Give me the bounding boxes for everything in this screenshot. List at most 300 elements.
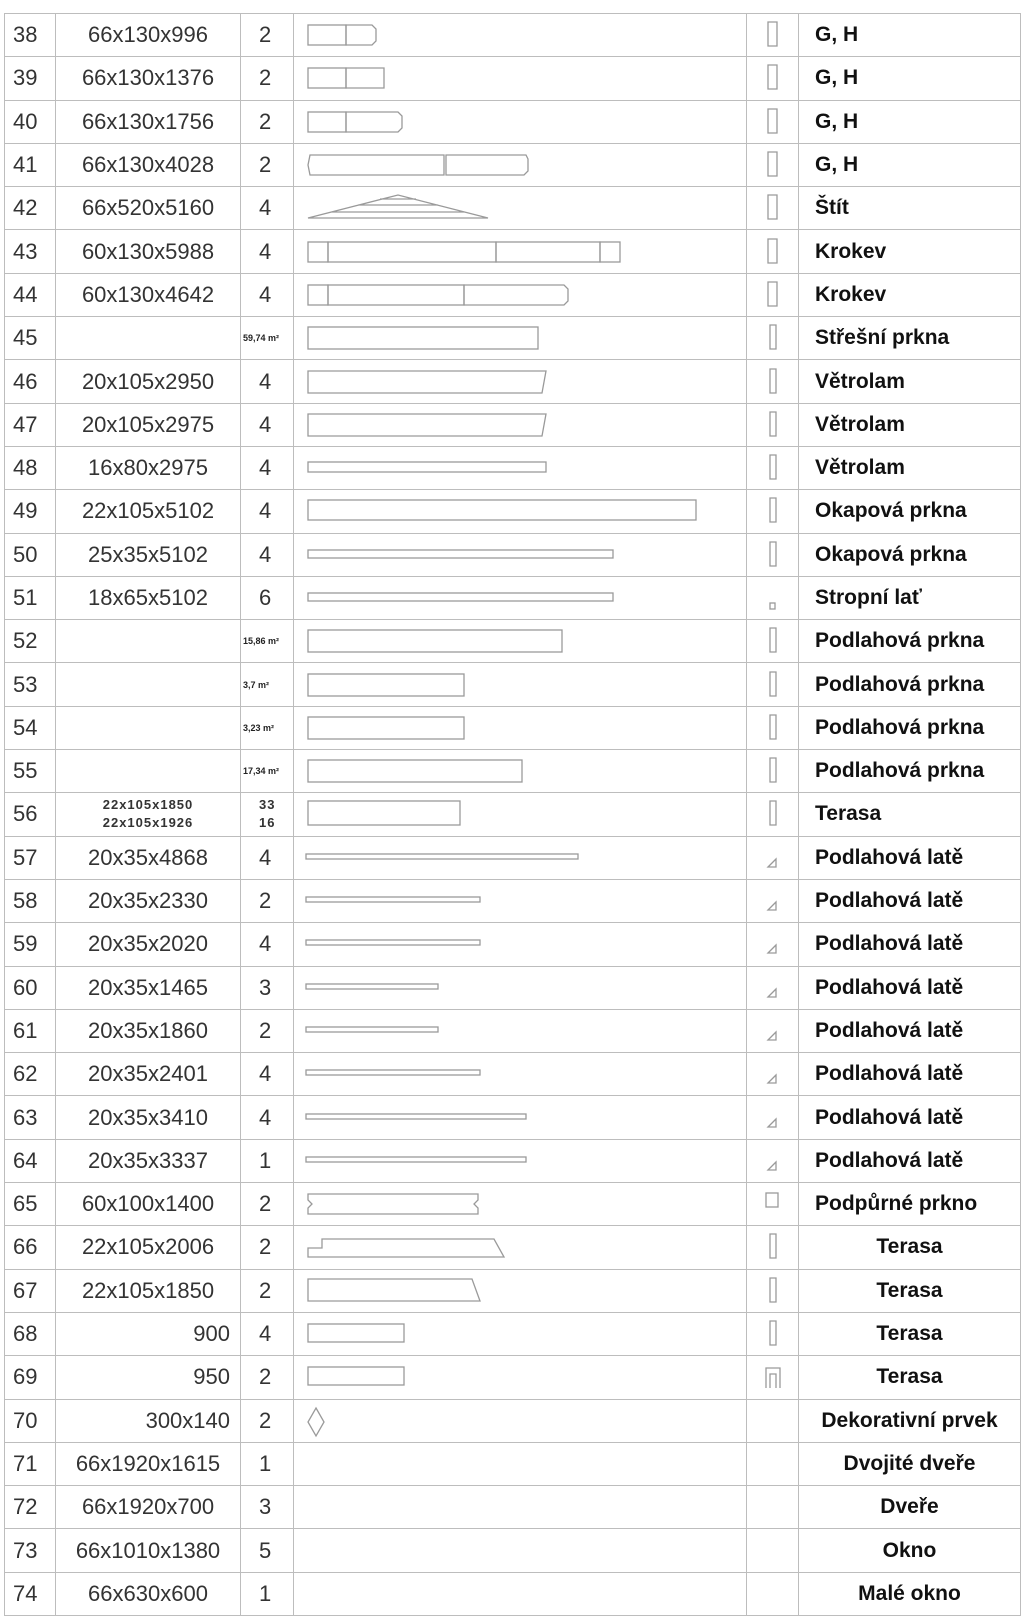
part-name: Dekorativní prvek bbox=[799, 1399, 1021, 1442]
part-number: 57 bbox=[5, 836, 56, 879]
part-number: 61 bbox=[5, 1009, 56, 1052]
part-drawing-svg bbox=[294, 231, 747, 273]
part-drawing-svg bbox=[294, 14, 747, 56]
dimension-cell: 66x1010x1380 bbox=[56, 1529, 241, 1572]
part-drawing bbox=[294, 1572, 747, 1615]
quantity-cell: 2 bbox=[241, 1183, 294, 1226]
dimension-cell: 66x130x1376 bbox=[56, 57, 241, 100]
quantity-cell: 15,86 m² bbox=[241, 620, 294, 663]
cross-section-svg bbox=[759, 967, 787, 1009]
cross-section bbox=[747, 360, 799, 403]
part-number: 53 bbox=[5, 663, 56, 706]
part-name: Podlahová latě bbox=[799, 836, 1021, 879]
part-drawing bbox=[294, 100, 747, 143]
part-drawing-svg bbox=[294, 1270, 747, 1312]
quantity-cell: 2 bbox=[241, 1356, 294, 1399]
cross-section bbox=[747, 663, 799, 706]
part-drawing bbox=[294, 187, 747, 230]
dimension-cell: 25x35x5102 bbox=[56, 533, 241, 576]
dimension-cell: 20x35x2020 bbox=[56, 923, 241, 966]
part-number: 39 bbox=[5, 57, 56, 100]
part-drawing bbox=[294, 706, 747, 749]
part-drawing bbox=[294, 1139, 747, 1182]
part-number: 69 bbox=[5, 1356, 56, 1399]
cross-section bbox=[747, 1053, 799, 1096]
cross-section bbox=[747, 706, 799, 749]
table-row bbox=[5, 273, 1021, 316]
table-row bbox=[5, 750, 1021, 793]
part-drawing bbox=[294, 966, 747, 1009]
cross-section-svg bbox=[759, 361, 787, 403]
dimension-cell: 60x130x4642 bbox=[56, 273, 241, 316]
quantity-cell: 3 bbox=[241, 966, 294, 1009]
quantity-cell: 2 bbox=[241, 100, 294, 143]
part-drawing-svg bbox=[294, 490, 747, 532]
part-name: Střešní prkna bbox=[799, 317, 1021, 360]
part-number: 70 bbox=[5, 1399, 56, 1442]
cross-section-svg bbox=[759, 1530, 787, 1572]
part-name: Podlahová latě bbox=[799, 1096, 1021, 1139]
part-drawing-svg bbox=[294, 1053, 747, 1095]
part-drawing bbox=[294, 1053, 747, 1096]
part-drawing bbox=[294, 14, 747, 57]
part-number: 50 bbox=[5, 533, 56, 576]
dimension-cell: 60x100x1400 bbox=[56, 1183, 241, 1226]
part-number: 74 bbox=[5, 1572, 56, 1615]
part-drawing bbox=[294, 923, 747, 966]
dimension-cell: 20x105x2950 bbox=[56, 360, 241, 403]
part-drawing-svg bbox=[294, 1443, 747, 1485]
part-name: Podlahová latě bbox=[799, 1009, 1021, 1052]
table-row bbox=[5, 1096, 1021, 1139]
part-drawing bbox=[294, 143, 747, 186]
dimension-cell bbox=[56, 663, 241, 706]
dimension-cell: 300x140 bbox=[56, 1399, 241, 1442]
part-name: Podlahová latě bbox=[799, 1139, 1021, 1182]
quantity-cell: 2 bbox=[241, 57, 294, 100]
part-drawing-svg bbox=[294, 1097, 747, 1139]
dimension-cell bbox=[56, 620, 241, 663]
quantity-cell: 2 bbox=[241, 14, 294, 57]
part-drawing-svg bbox=[294, 664, 747, 706]
part-drawing bbox=[294, 1269, 747, 1312]
table-row bbox=[5, 1572, 1021, 1615]
cross-section-svg bbox=[759, 793, 787, 835]
table-row bbox=[5, 100, 1021, 143]
cross-section-svg bbox=[759, 1573, 787, 1615]
dimension-cell: 22x105x2006 bbox=[56, 1226, 241, 1269]
part-drawing-svg bbox=[294, 1400, 747, 1442]
part-drawing bbox=[294, 793, 747, 836]
cross-section bbox=[747, 317, 799, 360]
quantity-cell: 2 bbox=[241, 1399, 294, 1442]
cross-section-svg bbox=[759, 577, 787, 619]
part-name: G, H bbox=[799, 57, 1021, 100]
part-name: Podlahová latě bbox=[799, 923, 1021, 966]
table-row bbox=[5, 14, 1021, 57]
cross-section bbox=[747, 1139, 799, 1182]
part-name: Terasa bbox=[799, 1269, 1021, 1312]
part-name: Podlahová prkna bbox=[799, 663, 1021, 706]
quantity-cell: 2 bbox=[241, 1269, 294, 1312]
cross-section bbox=[747, 187, 799, 230]
quantity-cell: 1 bbox=[241, 1139, 294, 1182]
dimension-cell: 60x130x5988 bbox=[56, 230, 241, 273]
dimension-cell: 950 bbox=[56, 1356, 241, 1399]
part-drawing-svg bbox=[294, 750, 747, 792]
quantity-cell: 17,34 m² bbox=[241, 750, 294, 793]
part-drawing-svg bbox=[294, 1486, 747, 1528]
part-name: Terasa bbox=[799, 1226, 1021, 1269]
cross-section bbox=[747, 620, 799, 663]
part-drawing bbox=[294, 750, 747, 793]
cross-section bbox=[747, 403, 799, 446]
part-drawing-svg bbox=[294, 620, 747, 662]
part-number: 68 bbox=[5, 1312, 56, 1355]
cross-section-svg bbox=[759, 187, 787, 229]
cross-section bbox=[747, 1442, 799, 1485]
part-drawing-svg bbox=[294, 1313, 747, 1355]
part-drawing bbox=[294, 1096, 747, 1139]
part-number: 45 bbox=[5, 317, 56, 360]
part-drawing-svg bbox=[294, 1226, 747, 1268]
table-row bbox=[5, 187, 1021, 230]
table-row bbox=[5, 57, 1021, 100]
dimension-cell: 20x35x3337 bbox=[56, 1139, 241, 1182]
dimension-cell: 20x35x3410 bbox=[56, 1096, 241, 1139]
quantity-cell: 33 16 bbox=[241, 793, 294, 836]
part-name: Větrolam bbox=[799, 403, 1021, 446]
part-drawing-svg bbox=[294, 1140, 747, 1182]
cross-section-svg bbox=[759, 620, 787, 662]
cross-section bbox=[747, 1572, 799, 1615]
quantity-cell: 59,74 m² bbox=[241, 317, 294, 360]
part-drawing bbox=[294, 1356, 747, 1399]
table-row bbox=[5, 620, 1021, 663]
table-row bbox=[5, 1183, 1021, 1226]
part-drawing-svg bbox=[294, 187, 747, 229]
dimension-cell: 66x130x1756 bbox=[56, 100, 241, 143]
part-drawing-svg bbox=[294, 880, 747, 922]
part-number: 48 bbox=[5, 446, 56, 489]
cross-section-svg bbox=[759, 923, 787, 965]
part-drawing bbox=[294, 230, 747, 273]
quantity-cell: 4 bbox=[241, 273, 294, 316]
dimension-cell: 20x35x4868 bbox=[56, 836, 241, 879]
part-drawing-svg bbox=[294, 923, 747, 965]
cross-section bbox=[747, 1399, 799, 1442]
part-name: Podlahová latě bbox=[799, 966, 1021, 1009]
cross-section bbox=[747, 576, 799, 619]
quantity-cell: 2 bbox=[241, 879, 294, 922]
cross-section-svg bbox=[759, 750, 787, 792]
cross-section-svg bbox=[759, 1226, 787, 1268]
cross-section-svg bbox=[759, 57, 787, 99]
cross-section-svg bbox=[759, 1486, 787, 1528]
quantity-cell: 3,7 m² bbox=[241, 663, 294, 706]
part-name: Podlahová prkna bbox=[799, 620, 1021, 663]
quantity-cell: 3,23 m² bbox=[241, 706, 294, 749]
dimension-cell: 66x130x4028 bbox=[56, 143, 241, 186]
part-number: 51 bbox=[5, 576, 56, 619]
part-number: 55 bbox=[5, 750, 56, 793]
part-drawing bbox=[294, 1009, 747, 1052]
part-drawing bbox=[294, 1226, 747, 1269]
dimension-cell bbox=[56, 706, 241, 749]
cross-section bbox=[747, 273, 799, 316]
part-drawing bbox=[294, 533, 747, 576]
dimension-cell: 66x630x600 bbox=[56, 1572, 241, 1615]
quantity-cell: 4 bbox=[241, 1053, 294, 1096]
cross-section bbox=[747, 836, 799, 879]
dimension-cell: 66x520x5160 bbox=[56, 187, 241, 230]
part-drawing-svg bbox=[294, 57, 747, 99]
dimension-cell: 20x105x2975 bbox=[56, 403, 241, 446]
part-drawing bbox=[294, 836, 747, 879]
part-name: Stropní lať bbox=[799, 576, 1021, 619]
dimension-cell: 20x35x2401 bbox=[56, 1053, 241, 1096]
part-name: Krokev bbox=[799, 273, 1021, 316]
dimension-cell: 900 bbox=[56, 1312, 241, 1355]
dimension-cell bbox=[56, 750, 241, 793]
cross-section-svg bbox=[759, 1270, 787, 1312]
part-drawing-svg bbox=[294, 707, 747, 749]
part-drawing bbox=[294, 1442, 747, 1485]
part-drawing bbox=[294, 879, 747, 922]
dimension-cell: 20x35x1465 bbox=[56, 966, 241, 1009]
table-row bbox=[5, 1139, 1021, 1182]
cross-section bbox=[747, 230, 799, 273]
part-drawing bbox=[294, 57, 747, 100]
cross-section bbox=[747, 1269, 799, 1312]
dimension-cell: 66x130x996 bbox=[56, 14, 241, 57]
cross-section-svg bbox=[759, 144, 787, 186]
part-drawing-svg bbox=[294, 404, 747, 446]
part-drawing-svg bbox=[294, 361, 747, 403]
part-name: Terasa bbox=[799, 793, 1021, 836]
dimension-cell bbox=[56, 317, 241, 360]
part-drawing bbox=[294, 1312, 747, 1355]
part-number: 41 bbox=[5, 143, 56, 186]
part-name: Větrolam bbox=[799, 446, 1021, 489]
table-row bbox=[5, 317, 1021, 360]
table-row bbox=[5, 923, 1021, 966]
quantity-cell: 4 bbox=[241, 360, 294, 403]
part-name: Malé okno bbox=[799, 1572, 1021, 1615]
cross-section-svg bbox=[759, 534, 787, 576]
cross-section bbox=[747, 1009, 799, 1052]
cross-section bbox=[747, 879, 799, 922]
part-number: 63 bbox=[5, 1096, 56, 1139]
part-drawing-svg bbox=[294, 967, 747, 1009]
part-number: 66 bbox=[5, 1226, 56, 1269]
part-name: Okapová prkna bbox=[799, 533, 1021, 576]
cross-section-svg bbox=[759, 14, 787, 56]
cross-section bbox=[747, 1096, 799, 1139]
dimension-cell: 16x80x2975 bbox=[56, 446, 241, 489]
cross-section bbox=[747, 750, 799, 793]
part-drawing-svg bbox=[294, 793, 747, 835]
part-name: Dvojité dveře bbox=[799, 1442, 1021, 1485]
part-drawing-svg bbox=[294, 274, 747, 316]
dimension-cell: 22x105x1850 bbox=[56, 1269, 241, 1312]
cross-section bbox=[747, 490, 799, 533]
cross-section-svg bbox=[759, 1443, 787, 1485]
cross-section bbox=[747, 100, 799, 143]
cross-section bbox=[747, 14, 799, 57]
part-number: 54 bbox=[5, 706, 56, 749]
quantity-cell: 2 bbox=[241, 143, 294, 186]
cross-section bbox=[747, 1312, 799, 1355]
cross-section bbox=[747, 966, 799, 1009]
part-number: 72 bbox=[5, 1486, 56, 1529]
part-drawing-svg bbox=[294, 1356, 747, 1398]
table-row bbox=[5, 403, 1021, 446]
cross-section bbox=[747, 1486, 799, 1529]
cross-section-svg bbox=[759, 707, 787, 749]
quantity-cell: 1 bbox=[241, 1442, 294, 1485]
cross-section-svg bbox=[759, 1010, 787, 1052]
table-row bbox=[5, 1009, 1021, 1052]
part-name: G, H bbox=[799, 14, 1021, 57]
part-drawing bbox=[294, 273, 747, 316]
part-drawing bbox=[294, 1399, 747, 1442]
part-name: Okapová prkna bbox=[799, 490, 1021, 533]
part-number: 49 bbox=[5, 490, 56, 533]
table-row bbox=[5, 1226, 1021, 1269]
cross-section-svg bbox=[759, 1140, 787, 1182]
quantity-cell: 3 bbox=[241, 1486, 294, 1529]
part-drawing bbox=[294, 360, 747, 403]
part-drawing-svg bbox=[294, 1530, 747, 1572]
part-name: Podlahová latě bbox=[799, 1053, 1021, 1096]
part-drawing-svg bbox=[294, 577, 747, 619]
part-number: 47 bbox=[5, 403, 56, 446]
part-number: 59 bbox=[5, 923, 56, 966]
cross-section-svg bbox=[759, 101, 787, 143]
part-number: 71 bbox=[5, 1442, 56, 1485]
quantity-cell: 4 bbox=[241, 187, 294, 230]
part-number: 56 bbox=[5, 793, 56, 836]
table-row bbox=[5, 1312, 1021, 1355]
cross-section bbox=[747, 1529, 799, 1572]
part-name: G, H bbox=[799, 100, 1021, 143]
dimension-cell: 20x35x2330 bbox=[56, 879, 241, 922]
part-number: 40 bbox=[5, 100, 56, 143]
part-number: 38 bbox=[5, 14, 56, 57]
cross-section bbox=[747, 1356, 799, 1399]
cross-section-svg bbox=[759, 880, 787, 922]
part-name: Podlahová prkna bbox=[799, 750, 1021, 793]
cross-section-svg bbox=[759, 231, 787, 273]
part-number: 42 bbox=[5, 187, 56, 230]
cross-section bbox=[747, 533, 799, 576]
table-row bbox=[5, 836, 1021, 879]
cross-section-svg bbox=[759, 1183, 787, 1225]
quantity-cell: 2 bbox=[241, 1009, 294, 1052]
cross-section-svg bbox=[759, 1313, 787, 1355]
part-name: Dveře bbox=[799, 1486, 1021, 1529]
dimension-cell: 22x105x1850 22x105x1926 bbox=[56, 793, 241, 836]
cross-section-svg bbox=[759, 404, 787, 446]
table-row bbox=[5, 490, 1021, 533]
table-row bbox=[5, 879, 1021, 922]
parts-list-table bbox=[4, 13, 1021, 1616]
cross-section bbox=[747, 1183, 799, 1226]
part-number: 67 bbox=[5, 1269, 56, 1312]
quantity-cell: 4 bbox=[241, 923, 294, 966]
dimension-cell: 22x105x5102 bbox=[56, 490, 241, 533]
part-name: Krokev bbox=[799, 230, 1021, 273]
quantity-cell: 4 bbox=[241, 1312, 294, 1355]
part-drawing-svg bbox=[294, 447, 747, 489]
part-drawing bbox=[294, 576, 747, 619]
part-number: 64 bbox=[5, 1139, 56, 1182]
cross-section-svg bbox=[759, 1356, 787, 1398]
part-number: 58 bbox=[5, 879, 56, 922]
part-drawing-svg bbox=[294, 1183, 747, 1225]
part-drawing bbox=[294, 1529, 747, 1572]
cross-section-svg bbox=[759, 274, 787, 316]
cross-section bbox=[747, 143, 799, 186]
table-row bbox=[5, 1053, 1021, 1096]
table-row bbox=[5, 663, 1021, 706]
part-drawing bbox=[294, 317, 747, 360]
part-drawing-svg bbox=[294, 837, 747, 879]
cross-section-svg bbox=[759, 1097, 787, 1139]
table-row bbox=[5, 1529, 1021, 1572]
part-number: 43 bbox=[5, 230, 56, 273]
table-row bbox=[5, 706, 1021, 749]
part-number: 65 bbox=[5, 1183, 56, 1226]
part-drawing-svg bbox=[294, 1573, 747, 1615]
part-name: Okno bbox=[799, 1529, 1021, 1572]
cross-section bbox=[747, 57, 799, 100]
dimension-cell: 18x65x5102 bbox=[56, 576, 241, 619]
quantity-cell: 4 bbox=[241, 533, 294, 576]
table-row bbox=[5, 576, 1021, 619]
table-row bbox=[5, 446, 1021, 489]
quantity-cell: 4 bbox=[241, 230, 294, 273]
table-row bbox=[5, 1486, 1021, 1529]
part-drawing bbox=[294, 1486, 747, 1529]
part-drawing bbox=[294, 490, 747, 533]
part-name: G, H bbox=[799, 143, 1021, 186]
part-drawing-svg bbox=[294, 144, 747, 186]
part-number: 44 bbox=[5, 273, 56, 316]
quantity-cell: 4 bbox=[241, 490, 294, 533]
part-drawing bbox=[294, 403, 747, 446]
cross-section-svg bbox=[759, 664, 787, 706]
part-name: Větrolam bbox=[799, 360, 1021, 403]
quantity-cell: 1 bbox=[241, 1572, 294, 1615]
table-row bbox=[5, 966, 1021, 1009]
quantity-cell: 4 bbox=[241, 403, 294, 446]
part-name: Terasa bbox=[799, 1312, 1021, 1355]
part-name: Podpůrné prkno bbox=[799, 1183, 1021, 1226]
cross-section-svg bbox=[759, 837, 787, 879]
part-name: Terasa bbox=[799, 1356, 1021, 1399]
quantity-cell: 4 bbox=[241, 836, 294, 879]
part-name: Podlahová latě bbox=[799, 879, 1021, 922]
part-number: 73 bbox=[5, 1529, 56, 1572]
cross-section-svg bbox=[759, 317, 787, 359]
quantity-cell: 4 bbox=[241, 446, 294, 489]
table-row bbox=[5, 793, 1021, 836]
table-row bbox=[5, 1399, 1021, 1442]
table-row bbox=[5, 1442, 1021, 1485]
cross-section bbox=[747, 793, 799, 836]
